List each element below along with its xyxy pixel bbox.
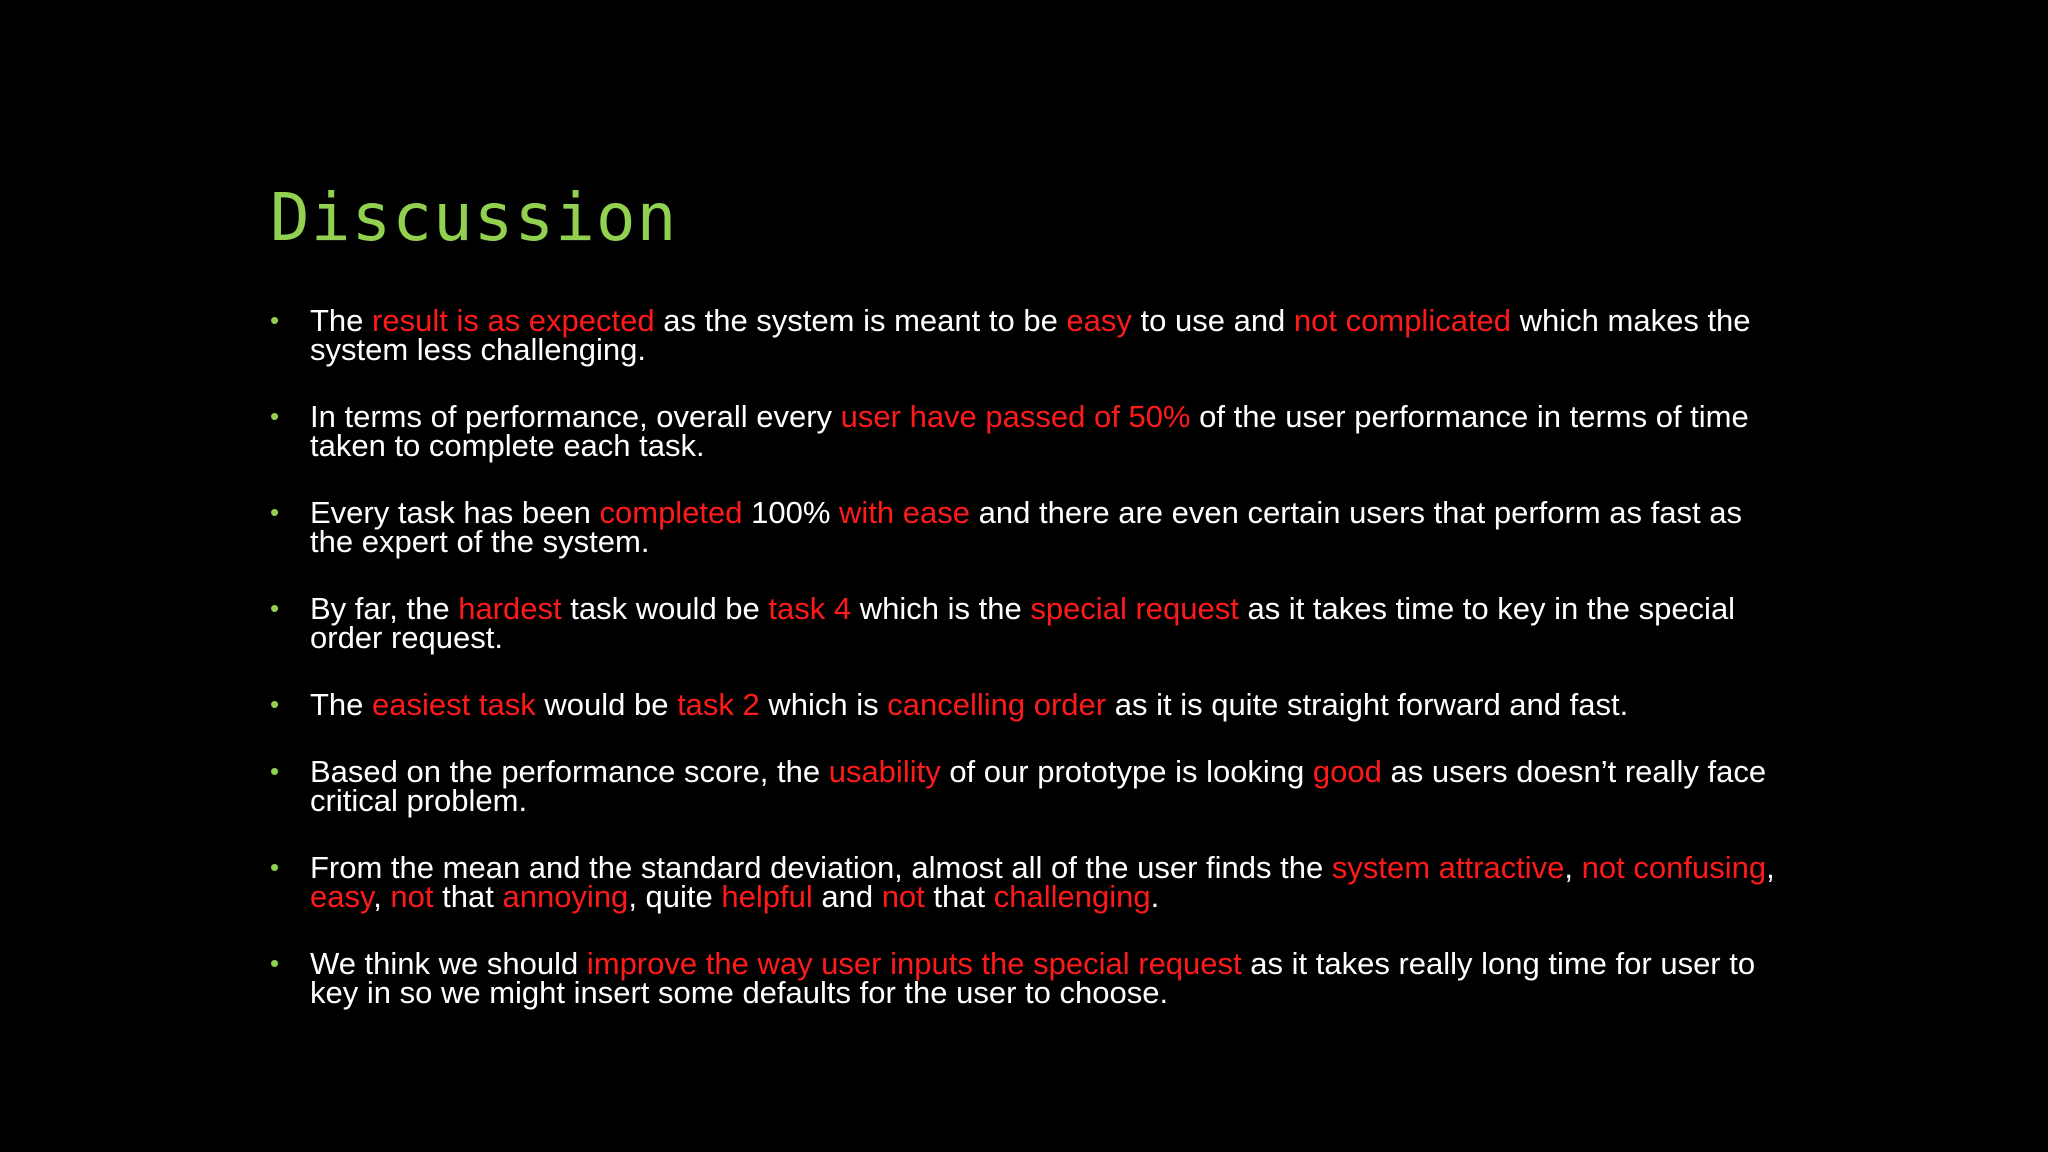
highlight-phrase: not complicated <box>1293 303 1512 338</box>
bullet-text <box>310 946 1755 1010</box>
bullet-text-segment: as the system is meant to be <box>654 303 1067 338</box>
bullet-text <box>310 591 1735 655</box>
bullet-text <box>310 687 1628 722</box>
highlight-phrase: task 4 <box>768 591 852 626</box>
highlight-phrase: system attractive <box>1331 850 1565 885</box>
highlight-phrase: completed <box>599 495 743 530</box>
bullet-text-segment: , <box>1766 850 1775 885</box>
bullet-text-segment: as users doesn’t really face critical problem. <box>310 754 1767 818</box>
highlight-phrase: not <box>881 879 925 914</box>
bullet-text-segment: In terms of performance, overall every <box>310 399 841 434</box>
bullet-text-segment: that <box>433 879 503 914</box>
bullet-item <box>270 850 1790 914</box>
bullet-text-segment: and <box>812 879 882 914</box>
bullet-marker-icon: • <box>270 756 280 786</box>
highlight-phrase: result is as expected <box>372 303 655 338</box>
bullet-marker-icon: • <box>270 497 280 527</box>
bullet-text-segment: as it takes time to key in the special order request. <box>310 591 1736 655</box>
bullet-text-segment: The <box>310 303 373 338</box>
highlight-phrase: helpful <box>721 879 813 914</box>
highlight-phrase: with ease <box>839 495 971 530</box>
highlight-phrase: user have passed of 50% <box>840 399 1191 434</box>
bullet-text <box>310 850 1775 914</box>
bullet-text <box>310 399 1749 463</box>
bullet-text-segment: as it is quite straight forward and fast. <box>1106 687 1629 722</box>
bullet-item <box>270 754 1790 818</box>
bullet-item <box>270 687 1790 722</box>
bullet-marker-icon: • <box>270 852 280 882</box>
highlight-phrase: cancelling order <box>887 687 1107 722</box>
bullet-marker-icon: • <box>270 593 280 623</box>
bullet-item <box>270 495 1790 559</box>
bullet-text-segment: The <box>310 687 373 722</box>
bullet-text-segment: , quite <box>628 879 722 914</box>
bullet-text-segment: as it takes really long time for user to key in so we might insert some defaults for the user to choose. <box>310 946 1756 1010</box>
bullet-text-segment: From the mean and the standard deviation, almost all of the user finds the <box>310 850 1332 885</box>
highlight-phrase: special request <box>1030 591 1239 626</box>
highlight-phrase: not <box>390 879 434 914</box>
bullet-text-segment: would be <box>535 687 678 722</box>
bullet-text-segment: of our prototype is looking <box>940 754 1313 789</box>
highlight-phrase: task 2 <box>677 687 760 722</box>
highlight-phrase: good <box>1312 754 1382 789</box>
bullet-text-segment: which makes the system less challenging. <box>310 303 1751 367</box>
highlight-phrase: easy <box>1066 303 1132 338</box>
bullet-text-segment: and there are even certain users that perform as fast as the expert of the system. <box>310 495 1742 559</box>
bullet-marker-icon: • <box>270 948 280 978</box>
bullet-text <box>310 754 1766 818</box>
bullet-text <box>310 303 1751 367</box>
bullet-text-segment: to use and <box>1131 303 1294 338</box>
bullet-text-segment: Based on the performance score, the <box>310 754 829 789</box>
bullet-text-segment: By far, the <box>310 591 459 626</box>
bullet-text-segment: that <box>924 879 994 914</box>
highlight-phrase: easiest task <box>372 687 536 722</box>
bullet-item <box>270 591 1790 655</box>
bullet-text-segment: 100% <box>742 495 840 530</box>
highlight-phrase: not confusing <box>1581 850 1767 885</box>
bullet-marker-icon: • <box>270 401 280 431</box>
highlight-phrase: easy <box>310 879 374 914</box>
bullet-text-segment: . <box>1150 879 1160 914</box>
bullet-text-segment: of the user performance in terms of time taken to complete each task. <box>310 399 1749 463</box>
bullet-marker-icon: • <box>270 305 280 335</box>
highlight-phrase: challenging <box>993 879 1151 914</box>
bullet-text-segment: task would be <box>561 591 769 626</box>
highlight-phrase: usability <box>828 754 941 789</box>
bullet-text-segment: We think we should <box>310 946 587 981</box>
bullet-text-segment: which is <box>759 687 888 722</box>
highlight-phrase: improve the way user inputs the special request <box>586 946 1242 981</box>
bullet-text <box>310 495 1742 559</box>
bullet-list <box>270 303 1790 1045</box>
bullet-text-segment: which is the <box>851 591 1031 626</box>
bullet-item <box>270 946 1790 1010</box>
bullet-text-segment: , <box>1564 850 1582 885</box>
bullet-text-segment: Every task has been <box>310 495 600 530</box>
highlight-phrase: hardest <box>458 591 562 626</box>
bullet-item <box>270 303 1790 367</box>
bullet-text-segment: , <box>373 879 391 914</box>
bullet-item <box>270 399 1790 463</box>
highlight-phrase: annoying <box>502 879 629 914</box>
bullet-marker-icon: • <box>270 689 280 719</box>
slide-title: Discussion <box>270 179 678 256</box>
